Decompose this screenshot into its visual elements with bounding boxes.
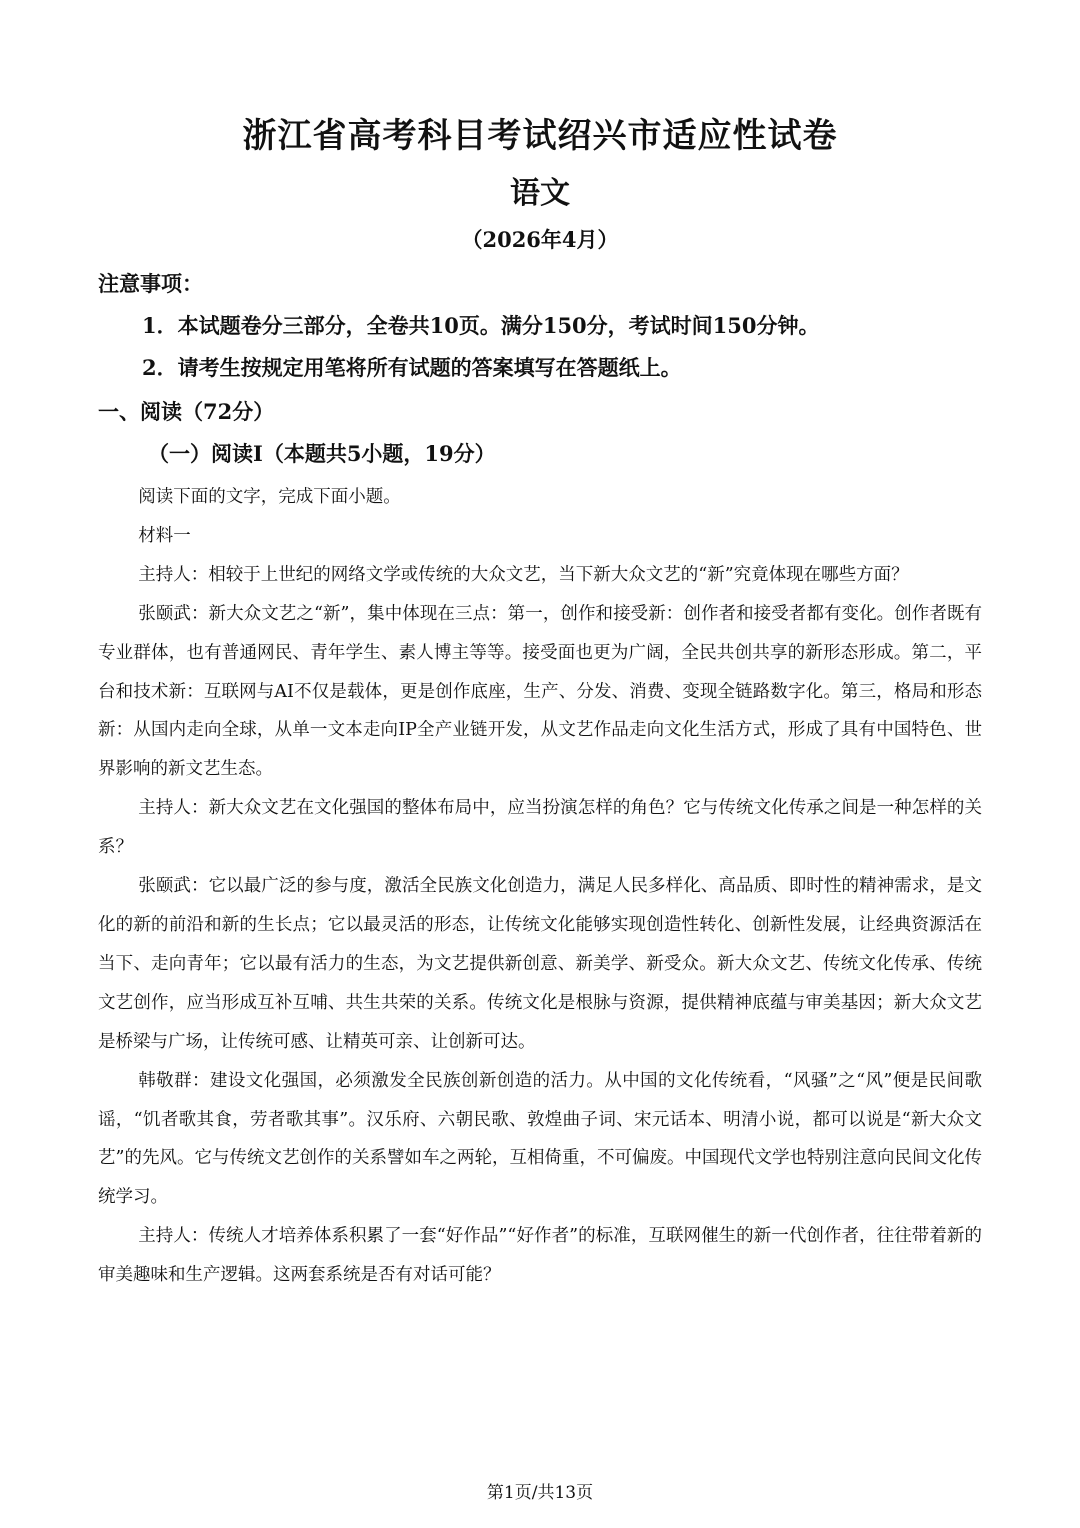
- notice-item-1: 1．本试题卷分三部分，全卷共10页。满分150分，考试时间150分钟。: [142, 313, 820, 338]
- passage-paragraph: 主持人：传统人才培养体系积累了一套“好作品”“好作者”的标准，互联网催生的新一代创作者，往往带着新的审美趣味和生产逻辑。这两套系统是否有对话可能？: [98, 1226, 982, 1286]
- notice-item-2: 2．请考生按规定用笔将所有试题的答案填写在答题纸上。: [142, 355, 682, 380]
- passage-paragraph: 韩敬群：建设文化强国，必须激发全民族创新创造的活力。从中国的文化传统看，“风骚”之“风”便是民间歌谣，“饥者歌其食，劳者歌其事”。汉乐府、六朝民歌、敦煌曲子词、宋元话本、明清小说，都可以说是“新大众文艺”的先风。它与传统文艺创作的关系譬如车之两轮，互相倚重，不可偏废。中国现代文学也特别注意向民间文化传统学习。: [98, 1070, 982, 1208]
- exam-date: （2026年4月）: [461, 227, 619, 252]
- passage-paragraph: 主持人：相较于上世纪的网络文学或传统的大众文艺，当下新大众文艺的“新”究竟体现在哪些方面？: [138, 564, 909, 585]
- subsection-heading: （一）阅读Ⅰ（本题共5小题，19分）: [148, 441, 496, 466]
- page-number: 第1页/共13页: [486, 1483, 594, 1503]
- subject-title: 语文: [510, 176, 570, 211]
- section-heading: 一、阅读（72分）: [98, 399, 275, 424]
- passage-paragraph: 主持人：新大众文艺在文化强国的整体布局中，应当扮演怎样的角色？它与传统文化传承之间是一种怎样的关系？: [98, 798, 982, 858]
- reading-passage: [98, 478, 982, 1295]
- passage-paragraph: 张颐武：新大众文艺之“新”，集中体现在三点：第一，创作和接受新：创作者和接受者都有变化。创作者既有专业群体，也有普通网民、青年学生、素人博主等等。接受面也更为广阔，全民共创共享的新形态形成。第二，平台和技术新：互联网与AI不仅是载体，更是创作底座，生产、分发、消费、变现全链路数字化。第三，格局和形态新：从国内走向全球，从单一文本走向IP全产业链开发，从文艺作品走向文化生活方式，形成了具有中国特色、世界影响的新文艺生态。: [98, 603, 982, 780]
- material-label: 材料一: [138, 525, 191, 546]
- instruction-text: 阅读下面的文字，完成下面小题。: [138, 487, 401, 507]
- exam-title: 浙江省高考科目考试绍兴市适应性试卷: [242, 116, 838, 156]
- notice-heading: 注意事项：: [98, 271, 203, 296]
- passage-paragraph: 张颐武：它以最广泛的参与度，激活全民族文化创造力，满足人民多样化、高品质、即时性的精神需求，是文化的新的前沿和新的生长点；它以最灵活的形态，让传统文化能够实现创造性转化、创新性发展，让经典资源活在当下、走向青年；它以最有活力的生态，为文艺提供新创意、新美学、新受众。新大众文艺、传统文化传承、传统文艺创作，应当形成互补互哺、共生共荣的关系。传统文化是根脉与资源，提供精神底蕴与审美基因；新大众文艺是桥梁与广场，让传统可感、让精英可亲、让创新可达。: [98, 876, 982, 1052]
